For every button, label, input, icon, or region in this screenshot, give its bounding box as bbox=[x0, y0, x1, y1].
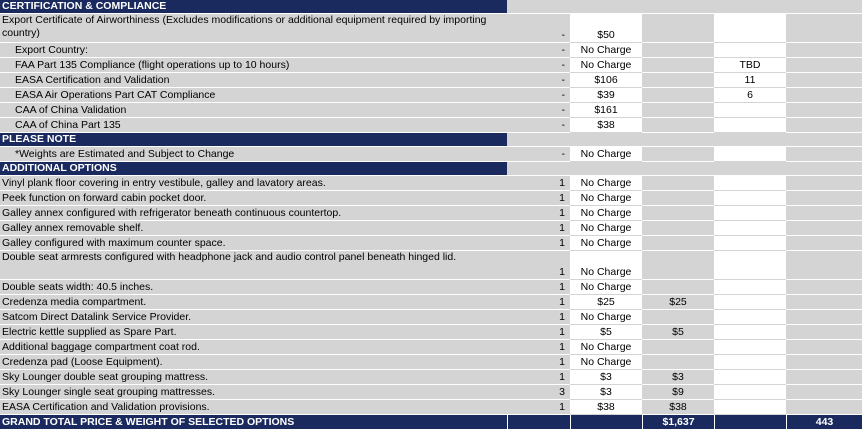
row-price: $3 bbox=[570, 370, 642, 385]
row-weight bbox=[714, 43, 786, 58]
row-total bbox=[642, 14, 714, 43]
grand-total-price: $1,637 bbox=[642, 415, 714, 429]
section-header-additional-options bbox=[0, 162, 862, 176]
row-description: Satcom Direct Datalink Service Provider. bbox=[0, 310, 507, 325]
row-weight bbox=[714, 340, 786, 355]
row-qty: - bbox=[507, 147, 570, 162]
row-price: No Charge bbox=[570, 176, 642, 191]
row-qty: 1 bbox=[507, 370, 570, 385]
row-extra bbox=[786, 310, 862, 325]
row-description: CAA of China Part 135 bbox=[0, 118, 507, 133]
row-price: $106 bbox=[570, 73, 642, 88]
row-weight bbox=[714, 14, 786, 43]
row-total bbox=[642, 118, 714, 133]
row-total: $5 bbox=[642, 325, 714, 340]
row-weight bbox=[714, 103, 786, 118]
row-price: $38 bbox=[570, 400, 642, 415]
row-description: Sky Lounger single seat grouping mattresses. bbox=[0, 385, 507, 400]
row-description: FAA Part 135 Compliance (flight operations up to 10 hours) bbox=[0, 58, 507, 73]
row-total bbox=[642, 280, 714, 295]
row-qty: - bbox=[507, 103, 570, 118]
row-qty: 1 bbox=[507, 400, 570, 415]
table-row bbox=[0, 14, 862, 43]
row-qty: - bbox=[507, 58, 570, 73]
row-total bbox=[642, 176, 714, 191]
row-total bbox=[642, 251, 714, 280]
row-description: Double seats width: 40.5 inches. bbox=[0, 280, 507, 295]
row-extra bbox=[786, 340, 862, 355]
row-description: *Weights are Estimated and Subject to Change bbox=[0, 147, 507, 162]
row-weight bbox=[714, 310, 786, 325]
row-total bbox=[642, 103, 714, 118]
table-row bbox=[0, 385, 862, 400]
table-row bbox=[0, 280, 862, 295]
row-total bbox=[642, 206, 714, 221]
row-extra bbox=[786, 385, 862, 400]
row-description: EASA Certification and Validation bbox=[0, 73, 507, 88]
row-description: Export Country: bbox=[0, 43, 507, 58]
section-header-certification bbox=[0, 0, 862, 14]
table-row bbox=[0, 295, 862, 310]
row-extra bbox=[786, 191, 862, 206]
table-row bbox=[0, 370, 862, 385]
table-row bbox=[0, 310, 862, 325]
row-qty: 1 bbox=[507, 236, 570, 251]
table-row bbox=[0, 251, 862, 280]
row-weight bbox=[714, 221, 786, 236]
row-description: Galley annex removable shelf. bbox=[0, 221, 507, 236]
table-row bbox=[0, 176, 862, 191]
row-price: No Charge bbox=[570, 251, 642, 280]
table-row bbox=[0, 103, 862, 118]
row-description: Galley annex configured with refrigerator beneath continuous countertop. bbox=[0, 206, 507, 221]
row-total bbox=[642, 43, 714, 58]
row-description: Vinyl plank floor covering in entry vestibule, galley and lavatory areas. bbox=[0, 176, 507, 191]
table-row bbox=[0, 147, 862, 162]
row-total bbox=[642, 236, 714, 251]
row-weight bbox=[714, 355, 786, 370]
row-qty: - bbox=[507, 88, 570, 103]
table-row bbox=[0, 191, 862, 206]
row-weight bbox=[714, 295, 786, 310]
row-weight bbox=[714, 370, 786, 385]
row-weight bbox=[714, 191, 786, 206]
row-extra bbox=[786, 221, 862, 236]
row-total bbox=[642, 340, 714, 355]
row-price: No Charge bbox=[570, 206, 642, 221]
row-weight bbox=[714, 251, 786, 280]
row-qty: 1 bbox=[507, 221, 570, 236]
row-total bbox=[642, 58, 714, 73]
row-price: $161 bbox=[570, 103, 642, 118]
row-total bbox=[642, 310, 714, 325]
section-title: CERTIFICATION & COMPLIANCE bbox=[0, 0, 507, 14]
row-price: No Charge bbox=[570, 191, 642, 206]
table-row bbox=[0, 340, 862, 355]
row-description: CAA of China Validation bbox=[0, 103, 507, 118]
row-weight: 11 bbox=[714, 73, 786, 88]
row-price: No Charge bbox=[570, 355, 642, 370]
row-weight bbox=[714, 176, 786, 191]
row-extra bbox=[786, 370, 862, 385]
row-qty: 1 bbox=[507, 280, 570, 295]
row-price: $38 bbox=[570, 118, 642, 133]
row-weight bbox=[714, 280, 786, 295]
table-row bbox=[0, 221, 862, 236]
row-extra bbox=[786, 280, 862, 295]
row-weight bbox=[714, 325, 786, 340]
row-extra bbox=[786, 325, 862, 340]
row-description: EASA Air Operations Part CAT Compliance bbox=[0, 88, 507, 103]
row-qty: 1 bbox=[507, 206, 570, 221]
row-price: No Charge bbox=[570, 43, 642, 58]
row-qty: 1 bbox=[507, 251, 570, 280]
row-extra bbox=[786, 251, 862, 280]
row-price: $50 bbox=[570, 14, 642, 43]
table-row bbox=[0, 325, 862, 340]
grand-total-label: GRAND TOTAL PRICE & WEIGHT OF SELECTED OPTIONS bbox=[0, 415, 507, 429]
row-qty: 3 bbox=[507, 385, 570, 400]
row-total bbox=[642, 221, 714, 236]
row-total: $25 bbox=[642, 295, 714, 310]
row-total bbox=[642, 73, 714, 88]
row-description: Credenza pad (Loose Equipment). bbox=[0, 355, 507, 370]
row-price: $39 bbox=[570, 88, 642, 103]
row-price: $3 bbox=[570, 385, 642, 400]
table-row bbox=[0, 118, 862, 133]
row-price: No Charge bbox=[570, 310, 642, 325]
row-weight bbox=[714, 385, 786, 400]
row-total bbox=[642, 88, 714, 103]
row-description: EASA Certification and Validation provisions. bbox=[0, 400, 507, 415]
row-price: $5 bbox=[570, 325, 642, 340]
row-extra bbox=[786, 206, 862, 221]
section-title: PLEASE NOTE bbox=[0, 133, 507, 147]
row-description: Export Certificate of Airworthiness (Excludes modifications or additional equipment required by importing country) bbox=[0, 14, 507, 43]
row-extra bbox=[786, 355, 862, 370]
section-header-please-note bbox=[0, 133, 862, 147]
grand-total-weight: 443 bbox=[786, 415, 862, 429]
row-description: Additional baggage compartment coat rod. bbox=[0, 340, 507, 355]
row-qty: 1 bbox=[507, 191, 570, 206]
row-total bbox=[642, 191, 714, 206]
row-qty: - bbox=[507, 118, 570, 133]
row-total: $9 bbox=[642, 385, 714, 400]
table-row bbox=[0, 58, 862, 73]
row-description: Electric kettle supplied as Spare Part. bbox=[0, 325, 507, 340]
row-price: No Charge bbox=[570, 236, 642, 251]
table-row bbox=[0, 355, 862, 370]
row-price: $25 bbox=[570, 295, 642, 310]
row-qty: - bbox=[507, 14, 570, 43]
row-qty: 1 bbox=[507, 340, 570, 355]
row-qty: 1 bbox=[507, 176, 570, 191]
row-description: Double seat armrests configured with headphone jack and audio control panel beneath hinged lid. bbox=[0, 251, 507, 280]
row-description: Credenza media compartment. bbox=[0, 295, 507, 310]
row-description: Peek function on forward cabin pocket door. bbox=[0, 191, 507, 206]
row-weight: TBD bbox=[714, 58, 786, 73]
row-total bbox=[642, 355, 714, 370]
row-qty: 1 bbox=[507, 355, 570, 370]
row-qty: 1 bbox=[507, 325, 570, 340]
row-qty: - bbox=[507, 43, 570, 58]
row-weight bbox=[714, 236, 786, 251]
section-title: ADDITIONAL OPTIONS bbox=[0, 162, 507, 176]
row-extra bbox=[786, 176, 862, 191]
row-qty: - bbox=[507, 73, 570, 88]
row-weight bbox=[714, 206, 786, 221]
row-price: No Charge bbox=[570, 221, 642, 236]
table-row bbox=[0, 206, 862, 221]
row-price: No Charge bbox=[570, 340, 642, 355]
row-weight bbox=[714, 118, 786, 133]
row-extra bbox=[786, 236, 862, 251]
table-row bbox=[0, 236, 862, 251]
grand-total-row bbox=[0, 415, 862, 429]
row-description: Sky Lounger double seat grouping mattress. bbox=[0, 370, 507, 385]
row-price: No Charge bbox=[570, 280, 642, 295]
table-row bbox=[0, 43, 862, 58]
additional-options-list bbox=[0, 176, 862, 415]
row-extra bbox=[786, 295, 862, 310]
row-price: No Charge bbox=[570, 58, 642, 73]
row-weight: 6 bbox=[714, 88, 786, 103]
row-qty: 1 bbox=[507, 310, 570, 325]
row-total: $38 bbox=[642, 400, 714, 415]
row-price: No Charge bbox=[570, 147, 642, 162]
row-qty: 1 bbox=[507, 295, 570, 310]
row-description: Galley configured with maximum counter space. bbox=[0, 236, 507, 251]
table-row bbox=[0, 88, 862, 103]
table-row bbox=[0, 73, 862, 88]
row-total: $3 bbox=[642, 370, 714, 385]
